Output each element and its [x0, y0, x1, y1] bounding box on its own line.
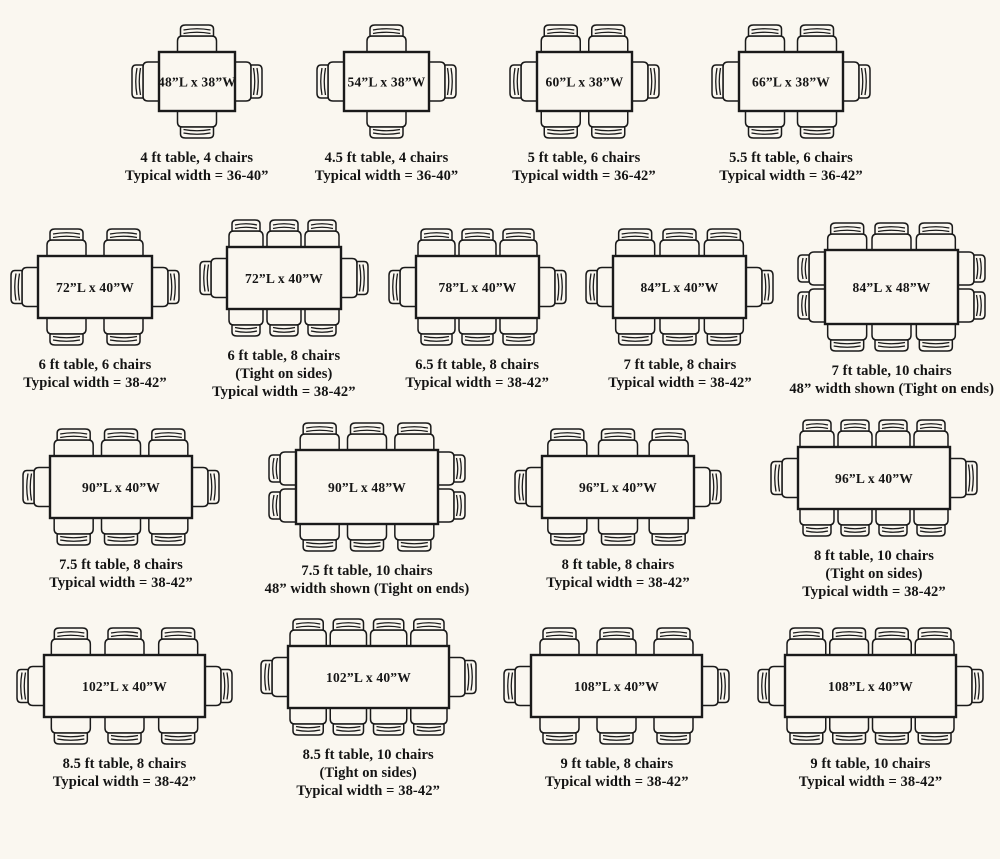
chair-back [293, 724, 323, 735]
chair-back [974, 255, 985, 282]
chair-back [465, 661, 476, 694]
chair-back [875, 223, 908, 234]
chair-back [803, 525, 831, 536]
chair-back [23, 471, 34, 504]
table-size-label: 108”L x 40”W [828, 679, 913, 694]
table-caption [315, 149, 459, 185]
table-top-view [793, 218, 990, 356]
caption-line: 5.5 ft table, 6 chairs [729, 150, 853, 166]
table-size-label: 102”L x 40”W [325, 670, 411, 685]
chair-back [454, 455, 465, 482]
table-size-label: 84”L x 48”W [852, 280, 931, 295]
table-top-view [6, 224, 184, 350]
chair-back [370, 127, 403, 138]
table-size-label: 54”L x 38”W [347, 74, 426, 90]
chair-back [841, 420, 869, 431]
chair-back [543, 733, 576, 744]
diagram-row [0, 614, 1000, 800]
table-cell [766, 415, 982, 601]
caption-line: 4 ft table, 4 chairs [140, 150, 254, 166]
chair-back [663, 334, 696, 345]
table-caption [608, 356, 752, 392]
caption-line: Typical width = 38-42” [23, 375, 167, 391]
table-caption [405, 356, 549, 392]
caption-line: Typical width = 38-42” [212, 384, 356, 400]
chair-back [351, 423, 384, 434]
chair-back [180, 127, 213, 138]
chair-back [421, 229, 452, 240]
table-caption [296, 746, 440, 800]
chair-back [152, 429, 185, 440]
seating-chart [0, 20, 1000, 800]
table-size-label: 90”L x 48”W [328, 480, 406, 495]
chair-back [333, 619, 363, 630]
chair-back [602, 429, 635, 440]
chair-back [841, 525, 869, 536]
table-cell [18, 424, 224, 592]
caption-line: 8 ft table, 10 chairs [813, 548, 935, 564]
table-size-label: 108”L x 40”W [574, 679, 660, 694]
chair-back [619, 229, 652, 240]
chair-back [875, 340, 908, 351]
table-cell [312, 20, 461, 185]
table-cell [125, 20, 269, 185]
chair-back [373, 724, 403, 735]
chair-back [421, 334, 452, 345]
chair-back [162, 733, 195, 744]
caption-line: Typical width = 38-42” [52, 774, 197, 790]
table-caption [545, 755, 689, 791]
caption-line: 5 ft table, 6 chairs [527, 150, 641, 166]
table-cell [499, 623, 734, 791]
table-caption [512, 149, 656, 185]
chair-back [833, 733, 866, 744]
chair-back [875, 628, 908, 639]
chair-back [373, 619, 403, 630]
table-top-view [499, 623, 734, 749]
chair-back [510, 65, 521, 98]
caption-line: 4.5 ft table, 4 chairs [324, 150, 449, 166]
table-top-view [581, 224, 778, 350]
table-top-view [753, 623, 988, 749]
table-cell [707, 20, 875, 185]
caption-line: Typical width = 38-42” [405, 375, 549, 391]
caption-line: 7 ft table, 10 chairs [831, 363, 952, 379]
chair-back [11, 271, 22, 304]
chair-back [108, 733, 141, 744]
table-top-view [264, 418, 470, 556]
caption-line: 6 ft table, 8 chairs [227, 348, 341, 364]
diagram-row [0, 415, 1000, 601]
caption-line: 9 ft table, 8 chairs [560, 756, 674, 772]
chair-back [663, 229, 696, 240]
chair-back [54, 628, 87, 639]
chair-back [389, 271, 400, 304]
chair-back [648, 65, 659, 98]
chair-back [919, 340, 952, 351]
caption-line: Typical width = 36-40” [314, 168, 459, 184]
chair-back [251, 65, 262, 98]
chair-back [269, 492, 280, 519]
chair-back [966, 462, 977, 495]
chair-back [544, 127, 577, 138]
table-cell [789, 218, 994, 398]
chair-back [168, 271, 179, 304]
caption-line: Typical width = 36-42” [512, 168, 656, 184]
chair-back [798, 255, 809, 282]
table-size-label: 48”L x 38”W [157, 74, 236, 90]
chair-back [132, 65, 143, 98]
table-top-view [505, 20, 664, 143]
chair-back [54, 733, 87, 744]
caption-line: Typical width = 38-42” [296, 783, 440, 799]
caption-line: 8 ft table, 8 chairs [561, 557, 675, 573]
chair-back [445, 65, 456, 98]
chair-back [657, 628, 690, 639]
chair-back [303, 540, 336, 551]
table-size-label: 96”L x 40”W [835, 471, 913, 486]
chair-back [107, 229, 140, 240]
chair-back [591, 25, 624, 36]
caption-line: (Tight on sides) [235, 366, 333, 382]
table-top-view [18, 424, 224, 550]
chair-back [357, 262, 368, 295]
chair-back [370, 25, 403, 36]
table-cell [12, 623, 237, 791]
chair-back [270, 325, 298, 336]
chair-back [232, 220, 260, 231]
caption-line: 7.5 ft table, 10 chairs [301, 563, 433, 579]
table-cell [6, 224, 184, 392]
chair-back [875, 733, 908, 744]
chair-back [917, 420, 945, 431]
caption-line: 6.5 ft table, 8 chairs [415, 357, 540, 373]
table-top-view [195, 215, 373, 341]
chair-back [462, 334, 493, 345]
chair-back [308, 220, 336, 231]
table-top-view [256, 614, 481, 740]
chair-back [232, 325, 260, 336]
chair-back [918, 628, 951, 639]
chair-back [710, 471, 721, 504]
caption-line: (Tight on sides) [825, 566, 923, 582]
chair-back [269, 455, 280, 482]
caption-line: 48” width shown (Tight on ends) [789, 381, 994, 397]
chair-back [543, 628, 576, 639]
chair-back [790, 628, 823, 639]
chair-back [803, 420, 831, 431]
table-caption [546, 556, 690, 592]
caption-line: 7 ft table, 8 chairs [623, 357, 737, 373]
chair-back [879, 420, 907, 431]
chair-back [619, 334, 652, 345]
table-size-label: 72”L x 40”W [244, 271, 323, 286]
table-top-view [12, 623, 237, 749]
table-top-view [384, 224, 571, 350]
table-size-label: 72”L x 40”W [56, 280, 134, 295]
table-caption [719, 149, 863, 185]
chair-back [351, 540, 384, 551]
caption-line: 7.5 ft table, 8 chairs [59, 557, 183, 573]
chair-back [708, 229, 741, 240]
chair-back [974, 292, 985, 319]
caption-line: Typical width = 38-42” [546, 575, 690, 591]
chair-back [798, 292, 809, 319]
chair-back [652, 534, 685, 545]
table-top-view [510, 424, 726, 550]
caption-line: Typical width = 38-42” [49, 575, 193, 591]
chair-back [833, 628, 866, 639]
table-size-label: 78”L x 40”W [438, 280, 517, 295]
table-top-view [312, 20, 461, 143]
chair-back [57, 534, 90, 545]
chair-back [748, 25, 781, 36]
chair-back [555, 271, 566, 304]
table-cell [264, 418, 470, 598]
table-caption [265, 562, 470, 598]
table-cell [195, 215, 373, 401]
chair-back [398, 540, 431, 551]
chair-back [591, 127, 624, 138]
chair-back [261, 661, 272, 694]
chair-back [657, 733, 690, 744]
table-cell [753, 623, 988, 791]
seating-guide-page [0, 20, 1000, 859]
chair-back [712, 65, 723, 98]
table-size-label: 84”L x 40”W [641, 280, 719, 295]
table-cell [581, 224, 778, 392]
chair-back [152, 534, 185, 545]
chair-back [771, 462, 782, 495]
chair-back [503, 334, 534, 345]
table-top-view [766, 415, 982, 541]
table-caption [212, 347, 356, 401]
chair-back [57, 429, 90, 440]
chair-back [308, 325, 336, 336]
table-size-label: 96”L x 40”W [579, 480, 657, 495]
table-size-label: 66”L x 38”W [752, 74, 830, 90]
chair-back [108, 628, 141, 639]
table-cell [510, 424, 726, 592]
table-caption [789, 362, 994, 398]
table-size-label: 90”L x 40”W [82, 480, 160, 495]
chair-back [413, 619, 443, 630]
chair-back [586, 271, 597, 304]
chair-back [551, 534, 584, 545]
chair-back [333, 724, 363, 735]
chair-back [600, 733, 633, 744]
caption-line: Typical width = 38-42” [798, 774, 943, 790]
chair-back [918, 733, 951, 744]
chair-back [398, 423, 431, 434]
chair-back [503, 229, 534, 240]
chair-back [221, 670, 232, 703]
chair-back [859, 65, 870, 98]
chair-back [790, 733, 823, 744]
chair-back [917, 525, 945, 536]
diagram-row [0, 215, 1000, 401]
chair-back [800, 25, 833, 36]
chair-back [317, 65, 328, 98]
chair-back [718, 670, 729, 703]
table-top-view [707, 20, 875, 143]
chair-back [504, 670, 515, 703]
table-caption [802, 547, 946, 601]
chair-back [105, 429, 138, 440]
caption-line: Typical width = 38-42” [802, 584, 946, 600]
caption-line: 48” width shown (Tight on ends) [264, 581, 470, 597]
chair-back [879, 525, 907, 536]
chair-back [413, 724, 443, 735]
chair-back [270, 220, 298, 231]
chair-back [17, 670, 28, 703]
caption-line: Typical width = 36-40” [125, 168, 269, 184]
chair-back [800, 127, 833, 138]
table-size-label: 102”L x 40”W [82, 679, 167, 694]
caption-line: 6 ft table, 6 chairs [38, 357, 152, 373]
chair-back [293, 619, 323, 630]
caption-line: Typical width = 36-42” [719, 168, 863, 184]
table-caption [799, 755, 943, 791]
caption-line: 9 ft table, 10 chairs [810, 756, 931, 772]
chair-back [708, 334, 741, 345]
chair-back [600, 628, 633, 639]
chair-back [208, 471, 219, 504]
chair-back [303, 423, 336, 434]
table-caption [23, 356, 167, 392]
caption-line: Typical width = 38-42” [545, 774, 689, 790]
chair-back [162, 628, 195, 639]
table-top-view [127, 20, 267, 143]
chair-back [972, 670, 983, 703]
chair-back [50, 334, 83, 345]
chair-back [831, 223, 864, 234]
chair-back [762, 271, 773, 304]
caption-line: (Tight on sides) [319, 765, 417, 781]
chair-back [200, 262, 211, 295]
chair-back [515, 471, 526, 504]
table-cell [256, 614, 481, 800]
chair-back [831, 340, 864, 351]
chair-back [107, 334, 140, 345]
table-cell [384, 224, 571, 392]
chair-back [544, 25, 577, 36]
table-caption [49, 556, 193, 592]
chair-back [748, 127, 781, 138]
chair-back [551, 429, 584, 440]
chair-back [919, 223, 952, 234]
table-size-label: 60”L x 38”W [545, 74, 623, 90]
caption-line: 8.5 ft table, 8 chairs [62, 756, 187, 772]
chair-back [652, 429, 685, 440]
chair-back [602, 534, 635, 545]
caption-line: 8.5 ft table, 10 chairs [302, 747, 434, 763]
chair-back [50, 229, 83, 240]
chair-back [758, 670, 769, 703]
chair-back [180, 25, 213, 36]
table-caption [125, 149, 269, 185]
table-cell [505, 20, 664, 185]
chair-back [462, 229, 493, 240]
chair-back [105, 534, 138, 545]
diagram-row [0, 20, 1000, 185]
caption-line: Typical width = 38-42” [608, 375, 752, 391]
chair-back [454, 492, 465, 519]
table-caption [53, 755, 197, 791]
